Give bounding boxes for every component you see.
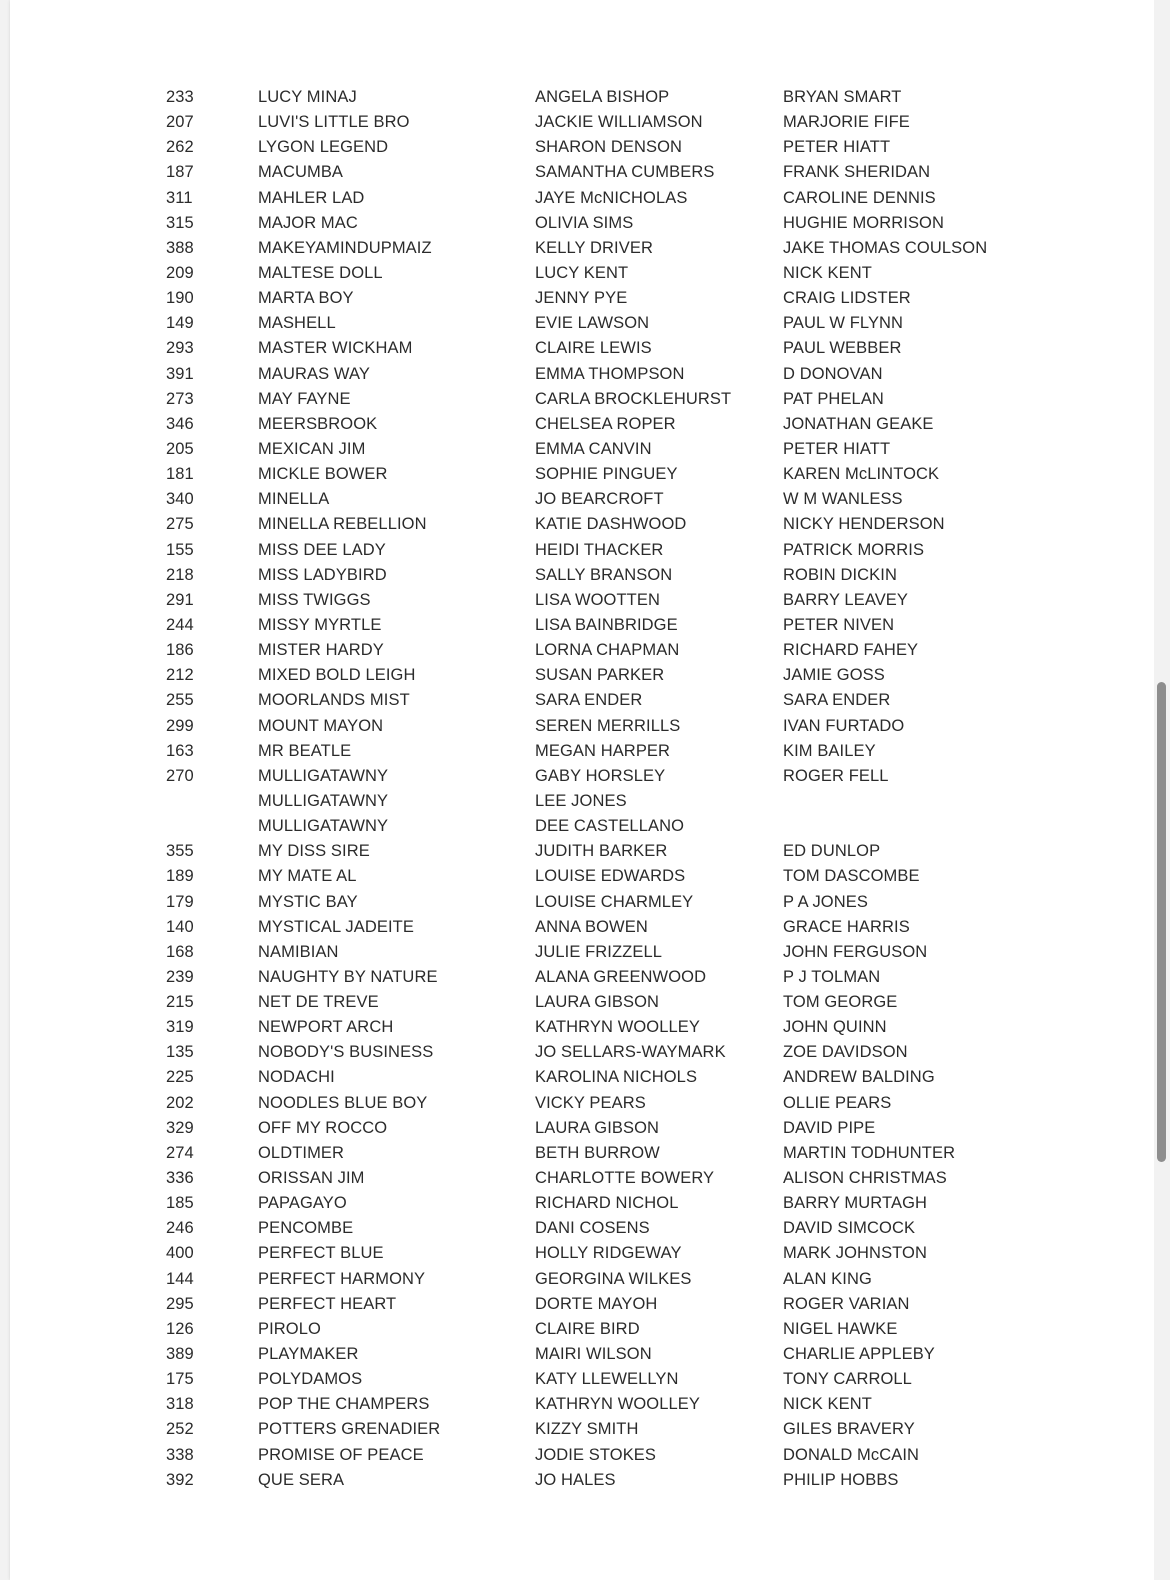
rider-name: LORNA CHAPMAN: [535, 641, 680, 660]
list-item: [10, 336, 1154, 361]
entry-number: 179: [166, 892, 194, 911]
list-item: [10, 261, 1154, 286]
horse-name: NEWPORT ARCH: [258, 1018, 394, 1037]
trainer-name: MARTIN TODHUNTER: [783, 1143, 956, 1162]
rider-name: KAROLINA NICHOLS: [535, 1068, 698, 1087]
horse-name: MASTER WICKHAM: [258, 339, 413, 358]
entry-number: 293: [166, 339, 194, 358]
rider-name: DEE CASTELLANO: [535, 817, 685, 836]
list-item: [10, 110, 1154, 135]
rider-name: MAIRI WILSON: [535, 1345, 652, 1364]
rider-name: DORTE MAYOH: [535, 1294, 658, 1313]
rider-name: HEIDI THACKER: [535, 540, 664, 559]
rider-name: KATIE DASHWOOD: [535, 515, 687, 534]
trainer-name: PAT PHELAN: [783, 389, 884, 408]
entry-number: 144: [166, 1269, 194, 1288]
horse-name: MAURAS WAY: [258, 364, 370, 383]
rider-name: ANNA BOWEN: [535, 917, 648, 936]
entry-number: 291: [166, 590, 194, 609]
trainer-name: W M WANLESS: [783, 490, 903, 509]
list-item: [10, 864, 1154, 889]
entry-number: 175: [166, 1370, 194, 1389]
list-item: [10, 663, 1154, 688]
entry-number: 355: [166, 842, 194, 861]
entry-number: 392: [166, 1470, 194, 1489]
horse-name: NET DE TREVE: [258, 993, 379, 1012]
trainer-name: FRANK SHERIDAN: [783, 163, 931, 182]
list-item: [10, 965, 1154, 990]
entry-number: 181: [166, 465, 194, 484]
list-item: [10, 286, 1154, 311]
trainer-name: ZOE DAVIDSON: [783, 1043, 908, 1062]
list-item: [10, 764, 1154, 789]
trainer-name: ALISON CHRISTMAS: [783, 1169, 947, 1188]
list-item: [10, 437, 1154, 462]
rider-name: SOPHIE PINGUEY: [535, 465, 678, 484]
entry-number: 218: [166, 565, 194, 584]
trainer-name: TOM DASCOMBE: [783, 867, 920, 886]
entry-number: 338: [166, 1445, 194, 1464]
trainer-name: OLLIE PEARS: [783, 1093, 892, 1112]
entry-number: 295: [166, 1294, 194, 1313]
rider-name: VICKY PEARS: [535, 1093, 646, 1112]
list-item: [10, 135, 1154, 160]
list-item: [10, 186, 1154, 211]
horse-name: MOUNT MAYON: [258, 716, 384, 735]
trainer-name: JOHN FERGUSON: [783, 942, 928, 961]
list-item: [10, 160, 1154, 185]
trainer-name: ANDREW BALDING: [783, 1068, 935, 1087]
trainer-name: DONALD McCAIN: [783, 1445, 920, 1464]
entry-number: 140: [166, 917, 194, 936]
list-item: [10, 1367, 1154, 1392]
rider-name: MEGAN HARPER: [535, 741, 671, 760]
entry-number: 318: [166, 1395, 194, 1414]
trainer-name: CAROLINE DENNIS: [783, 188, 936, 207]
entry-number: 168: [166, 942, 194, 961]
rider-name: ALANA GREENWOOD: [535, 967, 707, 986]
horse-name: MYSTIC BAY: [258, 892, 358, 911]
entry-number: 391: [166, 364, 194, 383]
rider-name: JO BEARCROFT: [535, 490, 664, 509]
horse-name: PERFECT BLUE: [258, 1244, 384, 1263]
entry-number: 400: [166, 1244, 194, 1263]
entry-number: 212: [166, 666, 194, 685]
trainer-name: TOM GEORGE: [783, 993, 898, 1012]
entry-number: 225: [166, 1068, 194, 1087]
entry-number: 135: [166, 1043, 194, 1062]
list-item: [10, 814, 1154, 839]
horse-name: MIXED BOLD LEIGH: [258, 666, 416, 685]
rider-name: CHELSEA ROPER: [535, 414, 676, 433]
rider-name: HOLLY RIDGEWAY: [535, 1244, 682, 1263]
horse-name: MY DISS SIRE: [258, 842, 370, 861]
trainer-name: PETER HIATT: [783, 138, 891, 157]
entry-number: 186: [166, 641, 194, 660]
rider-name: KATHRYN WOOLLEY: [535, 1018, 701, 1037]
list-item: [10, 412, 1154, 437]
list-item: [10, 890, 1154, 915]
trainer-name: ROBIN DICKIN: [783, 565, 897, 584]
list-item: [10, 990, 1154, 1015]
list-item: [10, 915, 1154, 940]
rider-name: CARLA BROCKLEHURST: [535, 389, 732, 408]
rider-name: SARA ENDER: [535, 691, 643, 710]
trainer-name: JAMIE GOSS: [783, 666, 885, 685]
rider-name: EVIE LAWSON: [535, 314, 650, 333]
horse-name: QUE SERA: [258, 1470, 345, 1489]
list-item: [10, 940, 1154, 965]
horse-name: LUVI'S LITTLE BRO: [258, 113, 410, 132]
horse-name: MY MATE AL: [258, 867, 357, 886]
entry-number: 319: [166, 1018, 194, 1037]
rider-name: LOUISE EDWARDS: [535, 867, 686, 886]
entry-number: 346: [166, 414, 194, 433]
list-item: [10, 1241, 1154, 1266]
rider-name: DANI COSENS: [535, 1219, 650, 1238]
rider-name: SALLY BRANSON: [535, 565, 673, 584]
horse-name: MASHELL: [258, 314, 336, 333]
list-item: [10, 1417, 1154, 1442]
rider-name: SEREN MERRILLS: [535, 716, 681, 735]
entry-number: 215: [166, 993, 194, 1012]
entry-number: 189: [166, 867, 194, 886]
horse-name: MAKEYAMINDUPMAIZ: [258, 238, 432, 257]
trainer-name: NICK KENT: [783, 1395, 872, 1414]
trainer-name: GRACE HARRIS: [783, 917, 910, 936]
list-item: [10, 462, 1154, 487]
rider-name: GEORGINA WILKES: [535, 1269, 692, 1288]
list-item: [10, 512, 1154, 537]
trainer-name: TONY CARROLL: [783, 1370, 912, 1389]
list-item: [10, 538, 1154, 563]
list-item: [10, 1065, 1154, 1090]
list-item: [10, 588, 1154, 613]
trainer-name: KAREN McLINTOCK: [783, 465, 940, 484]
rider-name: LEE JONES: [535, 791, 627, 810]
rider-name: LUCY KENT: [535, 263, 629, 282]
horse-name: MALTESE DOLL: [258, 263, 383, 282]
list-item: [10, 714, 1154, 739]
entry-number: 270: [166, 766, 194, 785]
horse-name: MINELLA REBELLION: [258, 515, 427, 534]
horse-name: MICKLE BOWER: [258, 465, 388, 484]
horse-name: PIROLO: [258, 1319, 321, 1338]
list-item: [10, 311, 1154, 336]
rider-name: KATY LLEWELLYN: [535, 1370, 679, 1389]
entry-number: 329: [166, 1118, 194, 1137]
trainer-name: PAUL W FLYNN: [783, 314, 904, 333]
horse-name: MAJOR MAC: [258, 213, 358, 232]
rider-name: JULIE FRIZZELL: [535, 942, 663, 961]
rider-name: LISA WOOTTEN: [535, 590, 660, 609]
rider-name: JODIE STOKES: [535, 1445, 657, 1464]
entry-number: 205: [166, 439, 194, 458]
trainer-name: PHILIP HOBBS: [783, 1470, 899, 1489]
horse-name: NODACHI: [258, 1068, 335, 1087]
horse-name: NAMIBIAN: [258, 942, 339, 961]
list-item: [10, 789, 1154, 814]
list-item: [10, 613, 1154, 638]
trainer-name: ALAN KING: [783, 1269, 872, 1288]
list-item: [10, 1191, 1154, 1216]
rider-name: SAMANTHA CUMBERS: [535, 163, 715, 182]
rider-name: CLAIRE LEWIS: [535, 339, 652, 358]
horse-name: POTTERS GRENADIER: [258, 1420, 441, 1439]
rider-name: SHARON DENSON: [535, 138, 683, 157]
trainer-name: JAKE THOMAS COULSON: [783, 238, 988, 257]
list-item: [10, 387, 1154, 412]
horse-name: OLDTIMER: [258, 1143, 345, 1162]
trainer-name: BARRY MURTAGH: [783, 1194, 928, 1213]
list-item: [10, 839, 1154, 864]
rider-name: JACKIE WILLIAMSON: [535, 113, 703, 132]
horse-name: MISS LADYBIRD: [258, 565, 387, 584]
rider-name: CLAIRE BIRD: [535, 1319, 640, 1338]
horse-name: NAUGHTY BY NATURE: [258, 967, 438, 986]
list-item: [10, 1292, 1154, 1317]
rider-name: BETH BURROW: [535, 1143, 660, 1162]
entry-number: 336: [166, 1169, 194, 1188]
trainer-name: PETER HIATT: [783, 439, 891, 458]
horse-name: MOORLANDS MIST: [258, 691, 410, 710]
rider-name: EMMA CANVIN: [535, 439, 652, 458]
rider-name: LAURA GIBSON: [535, 1118, 660, 1137]
list-item: [10, 1091, 1154, 1116]
rider-name: LOUISE CHARMLEY: [535, 892, 694, 911]
list-item: [10, 487, 1154, 512]
horse-name: PERFECT HARMONY: [258, 1269, 426, 1288]
list-item: [10, 1267, 1154, 1292]
rider-name: EMMA THOMPSON: [535, 364, 685, 383]
trainer-name: ED DUNLOP: [783, 842, 881, 861]
list-item: [10, 1116, 1154, 1141]
trainer-name: CRAIG LIDSTER: [783, 289, 911, 308]
trainer-name: D DONOVAN: [783, 364, 883, 383]
trainer-name: PATRICK MORRIS: [783, 540, 925, 559]
list-item: [10, 1216, 1154, 1241]
horse-name: MINELLA: [258, 490, 330, 509]
trainer-name: PETER NIVEN: [783, 615, 895, 634]
trainer-name: GILES BRAVERY: [783, 1420, 915, 1439]
list-item: [10, 739, 1154, 764]
entry-number: 207: [166, 113, 194, 132]
list-item: [10, 1040, 1154, 1065]
horse-name: MACUMBA: [258, 163, 344, 182]
trainer-name: BRYAN SMART: [783, 88, 902, 106]
list-item: [10, 563, 1154, 588]
horse-name: PERFECT HEART: [258, 1294, 397, 1313]
list-item: [10, 211, 1154, 236]
trainer-name: BARRY LEAVEY: [783, 590, 909, 609]
horse-name: PROMISE OF PEACE: [258, 1445, 424, 1464]
rider-name: JO SELLARS-WAYMARK: [535, 1043, 726, 1062]
list-item: [10, 1166, 1154, 1191]
entry-number: 190: [166, 289, 194, 308]
horse-name: NOODLES BLUE BOY: [258, 1093, 428, 1112]
entry-number: 149: [166, 314, 194, 333]
list-item: [10, 1443, 1154, 1468]
entries-list: [10, 85, 1154, 1493]
rider-name: CHARLOTTE BOWERY: [535, 1169, 715, 1188]
trainer-name: NICKY HENDERSON: [783, 515, 945, 534]
list-item: [10, 638, 1154, 663]
rider-name: LAURA GIBSON: [535, 993, 660, 1012]
horse-name: LYGON LEGEND: [258, 138, 389, 157]
entry-number: 239: [166, 967, 194, 986]
horse-name: MISTER HARDY: [258, 641, 384, 660]
trainer-name: DAVID PIPE: [783, 1118, 876, 1137]
horse-name: MULLIGATAWNY: [258, 791, 389, 810]
entry-number: 315: [166, 213, 194, 232]
horse-name: OFF MY ROCCO: [258, 1118, 388, 1137]
trainer-name: P J TOLMAN: [783, 967, 881, 986]
horse-name: MR BEATLE: [258, 741, 352, 760]
rider-name: OLIVIA SIMS: [535, 213, 634, 232]
entry-number: 185: [166, 1194, 194, 1213]
rider-name: ANGELA BISHOP: [535, 88, 670, 106]
horse-name: MYSTICAL JADEITE: [258, 917, 414, 936]
horse-name: MAY FAYNE: [258, 389, 351, 408]
horse-name: MISS TWIGGS: [258, 590, 371, 609]
entry-number: 311: [166, 188, 193, 207]
rider-name: JAYE McNICHOLAS: [535, 188, 688, 207]
rider-name: JUDITH BARKER: [535, 842, 668, 861]
horse-name: PLAYMAKER: [258, 1345, 359, 1364]
horse-name: MISS DEE LADY: [258, 540, 386, 559]
rider-name: SUSAN PARKER: [535, 666, 665, 685]
scrollbar-thumb[interactable]: [1157, 682, 1166, 1162]
horse-name: MISSY MYRTLE: [258, 615, 382, 634]
trainer-name: P A JONES: [783, 892, 868, 911]
entry-number: 275: [166, 515, 194, 534]
horse-name: ORISSAN JIM: [258, 1169, 365, 1188]
rider-name: LISA BAINBRIDGE: [535, 615, 678, 634]
entry-number: 187: [166, 163, 194, 182]
entry-number: 389: [166, 1345, 194, 1364]
entry-number: 273: [166, 389, 194, 408]
horse-name: POLYDAMOS: [258, 1370, 363, 1389]
entry-number: 246: [166, 1219, 194, 1238]
rider-name: RICHARD NICHOL: [535, 1194, 679, 1213]
rider-name: JO HALES: [535, 1470, 616, 1489]
rider-name: KATHRYN WOOLLEY: [535, 1395, 701, 1414]
horse-name: POP THE CHAMPERS: [258, 1395, 430, 1414]
trainer-name: MARK JOHNSTON: [783, 1244, 928, 1263]
trainer-name: SARA ENDER: [783, 691, 891, 710]
entry-number: 262: [166, 138, 194, 157]
horse-name: MEERSBROOK: [258, 414, 378, 433]
trainer-name: JOHN QUINN: [783, 1018, 887, 1037]
entry-number: 126: [166, 1319, 194, 1338]
list-item: [10, 1392, 1154, 1417]
horse-name: MULLIGATAWNY: [258, 817, 389, 836]
rider-name: KIZZY SMITH: [535, 1420, 639, 1439]
rider-name: JENNY PYE: [535, 289, 628, 308]
trainer-name: NIGEL HAWKE: [783, 1319, 898, 1338]
list-item: [10, 1141, 1154, 1166]
trainer-name: PAUL WEBBER: [783, 339, 902, 358]
list-item: [10, 1468, 1154, 1493]
list-item: [10, 85, 1154, 110]
list-item: [10, 688, 1154, 713]
horse-name: PENCOMBE: [258, 1219, 354, 1238]
list-item: [10, 362, 1154, 387]
list-item: [10, 236, 1154, 261]
entry-number: 155: [166, 540, 194, 559]
list-item: [10, 1317, 1154, 1342]
entry-number: 163: [166, 741, 194, 760]
trainer-name: CHARLIE APPLEBY: [783, 1345, 935, 1364]
document-page: [10, 0, 1154, 1580]
horse-name: MEXICAN JIM: [258, 439, 366, 458]
trainer-name: HUGHIE MORRISON: [783, 213, 945, 232]
entry-number: 252: [166, 1420, 194, 1439]
horse-name: LUCY MINAJ: [258, 88, 357, 106]
entry-number: 202: [166, 1093, 194, 1112]
entry-number: 274: [166, 1143, 194, 1162]
trainer-name: IVAN FURTADO: [783, 716, 905, 735]
horse-name: NOBODY'S BUSINESS: [258, 1043, 434, 1062]
entry-number: 209: [166, 263, 194, 282]
rider-name: KELLY DRIVER: [535, 238, 653, 257]
trainer-name: RICHARD FAHEY: [783, 641, 919, 660]
trainer-name: JONATHAN GEAKE: [783, 414, 934, 433]
horse-name: MAHLER LAD: [258, 188, 365, 207]
trainer-name: ROGER VARIAN: [783, 1294, 910, 1313]
trainer-name: MARJORIE FIFE: [783, 113, 910, 132]
rider-name: GABY HORSLEY: [535, 766, 666, 785]
trainer-name: KIM BAILEY: [783, 741, 876, 760]
trainer-name: NICK KENT: [783, 263, 872, 282]
entry-number: 244: [166, 615, 194, 634]
horse-name: PAPAGAYO: [258, 1194, 347, 1213]
horse-name: MULLIGATAWNY: [258, 766, 389, 785]
horse-name: MARTA BOY: [258, 289, 354, 308]
trainer-name: DAVID SIMCOCK: [783, 1219, 916, 1238]
entry-number: 340: [166, 490, 194, 509]
trainer-name: ROGER FELL: [783, 766, 889, 785]
entry-number: 299: [166, 716, 194, 735]
entry-number: 255: [166, 691, 194, 710]
entry-number: 233: [166, 88, 194, 106]
entry-number: 388: [166, 238, 194, 257]
list-item: [10, 1015, 1154, 1040]
list-item: [10, 1342, 1154, 1367]
